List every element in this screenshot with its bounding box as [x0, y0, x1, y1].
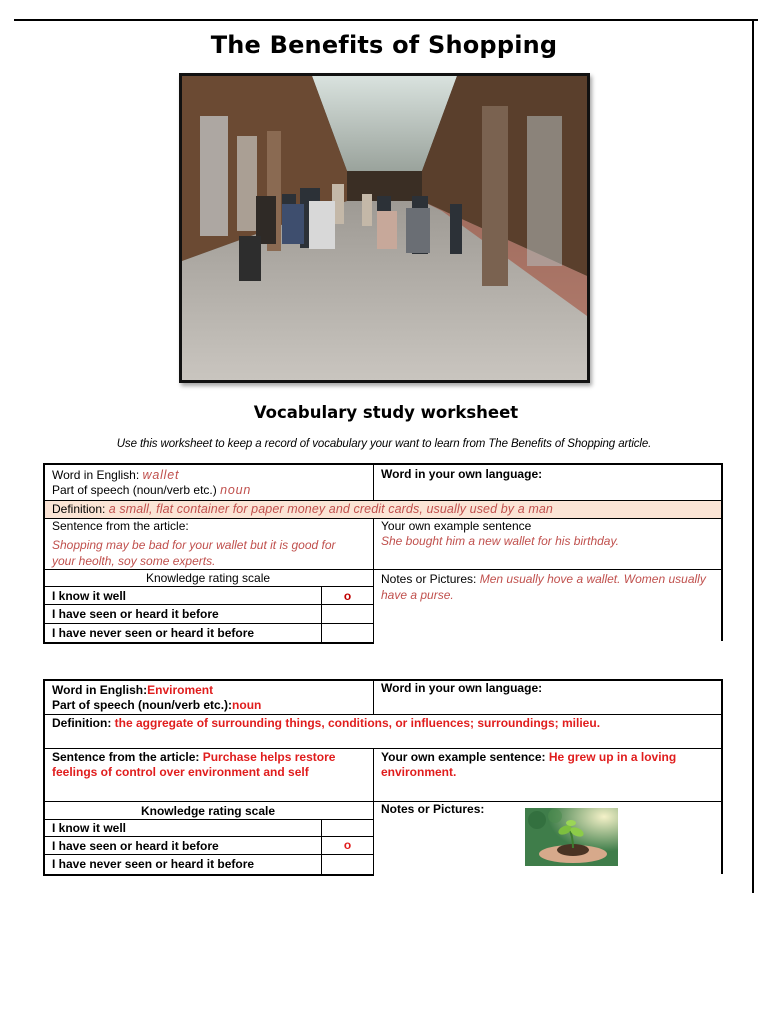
top-rule — [14, 19, 758, 21]
sentence-from-article-value: Purchase helps restore feelings of control over environment and self — [52, 750, 336, 779]
plant-in-hands-image — [525, 808, 618, 866]
rating-mark-seen-before[interactable]: o — [343, 838, 352, 852]
word-in-english — [52, 468, 179, 482]
part-of-speech-value: noun — [232, 698, 262, 712]
definition-label: Definition: — [52, 716, 112, 730]
definition — [52, 716, 600, 730]
example-sentence-value: He grew up in a loving environment. — [381, 750, 677, 779]
right-margin-rule — [752, 19, 754, 893]
example-sentence-value: She bought him a new wallet for his birthday. — [381, 534, 619, 548]
rating-row-seen-before: I have seen or heard it before — [52, 839, 219, 853]
vocab-card-enviroment — [43, 679, 723, 876]
sentence-from-article-label: Sentence from the article: — [52, 519, 189, 533]
word-in-english-label: Word in English: — [52, 683, 148, 697]
notes-label: Notes or Pictures: — [381, 802, 485, 816]
own-language-label: Word in your own language: — [381, 467, 543, 481]
word-in-english-label: Word in English: — [52, 468, 140, 482]
example-sentence-label: Your own example sentence: — [381, 750, 546, 764]
rating-mark-never-seen[interactable] — [322, 857, 373, 871]
sentence-from-article-value: Shopping may be bad for your wallet but it is good for your heolth, soy some experts. — [52, 538, 336, 568]
word-value: wallet — [142, 468, 180, 482]
part-of-speech — [52, 698, 261, 712]
part-of-speech-label: Part of speech (noun/verb etc.): — [52, 698, 233, 712]
definition-value: the aggregate of surrounding things, conditions, or influences; surroundings; milieu. — [114, 716, 601, 730]
rating-mark-seen-before[interactable] — [322, 607, 373, 621]
knowledge-scale-label: Knowledge rating scale — [145, 571, 271, 585]
instructions-text: Use this worksheet to keep a record of vocabulary your want to learn from The Benefits of Shopping article. — [116, 438, 652, 450]
rating-row-never-seen: I have never seen or heard it before — [52, 857, 255, 871]
page-title: The Benefits of Shopping — [210, 31, 558, 59]
notes-value: Men usually hove a wallet. Women usually have a purse. — [381, 572, 706, 602]
example-sentence-label: Your own example sentence — [381, 519, 532, 533]
example-sentence — [381, 750, 711, 780]
knowledge-scale-label: Knowledge rating scale — [140, 804, 276, 818]
definition-value: a small, flat container for paper money and credit cards, usually used by a man — [108, 502, 553, 516]
definition-label: Definition: — [52, 502, 106, 516]
rating-mark-never-seen[interactable] — [322, 626, 373, 640]
notes-label: Notes or Pictures: — [381, 572, 477, 586]
worksheet-heading: Vocabulary study worksheet — [253, 403, 519, 422]
part-of-speech-value: noun — [220, 483, 252, 497]
sentence-from-article-label: Sentence from the article: — [52, 750, 200, 764]
rating-row-know-well: I know it well — [52, 589, 127, 603]
part-of-speech-label: Part of speech (noun/verb etc.) — [52, 483, 217, 497]
part-of-speech — [52, 483, 251, 497]
definition — [52, 502, 553, 516]
rating-row-never-seen: I have never seen or heard it before — [52, 626, 255, 640]
rating-mark-know-well[interactable]: o — [343, 589, 352, 603]
rating-row-know-well: I know it well — [52, 821, 127, 835]
sentence-from-article — [52, 750, 362, 780]
notes — [381, 571, 716, 603]
word-in-english — [52, 683, 213, 697]
word-value: Enviroment — [147, 683, 214, 697]
own-language-label: Word in your own language: — [381, 681, 543, 695]
shopping-arcade-photo — [179, 73, 590, 383]
vocab-card-wallet — [43, 463, 723, 644]
rating-row-seen-before: I have seen or heard it before — [52, 607, 219, 621]
rating-mark-know-well[interactable] — [322, 821, 373, 835]
